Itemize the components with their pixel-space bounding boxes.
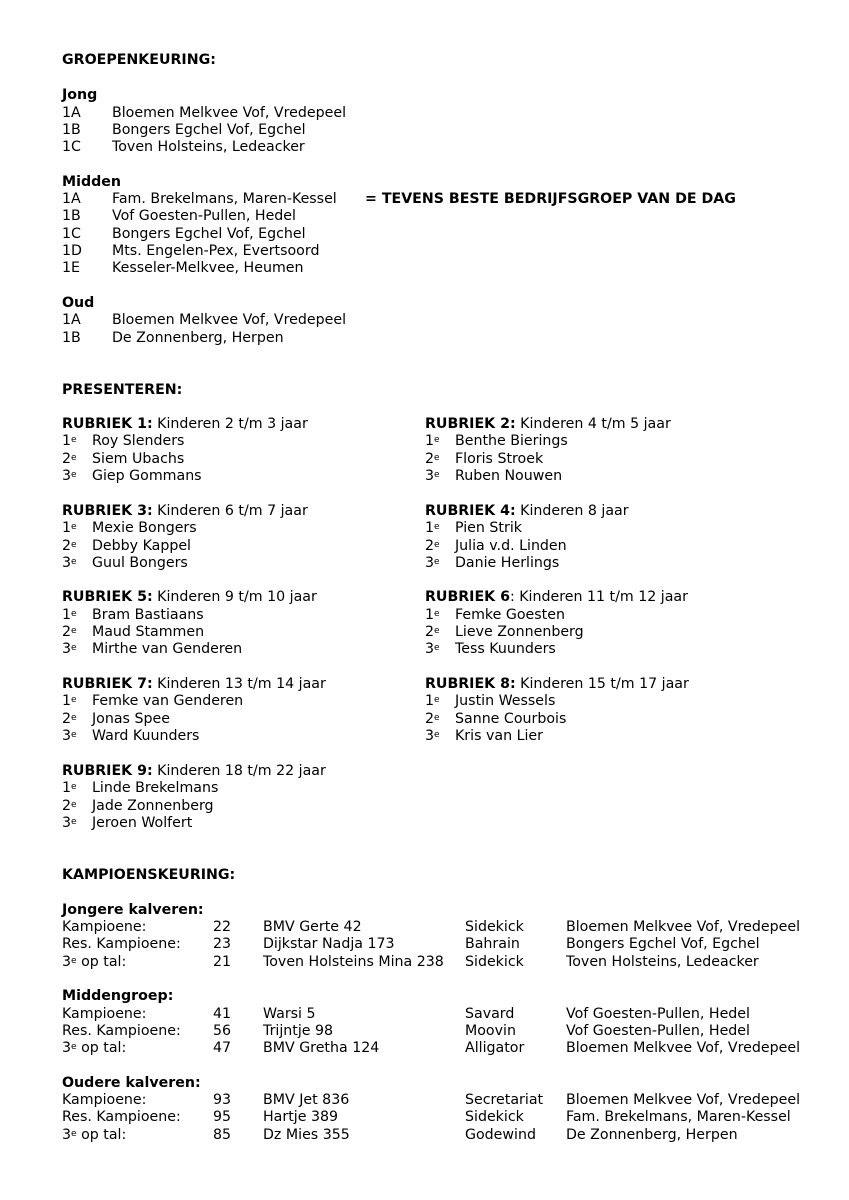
place-num: 3 (62, 728, 72, 744)
group-label-jongere-kalveren: Jongere kalveren: (62, 902, 204, 918)
place-num: 3 (62, 641, 72, 657)
place-rank (62, 538, 77, 555)
rubriek-title (425, 416, 671, 433)
place-suffix: e (71, 540, 77, 550)
place-name: Ward Kuunders (92, 728, 200, 744)
place-suffix: e (434, 713, 440, 723)
place-name: Femke Goesten (455, 607, 565, 623)
title-cell: Kampioene: (62, 1092, 147, 1108)
place-rank (425, 641, 440, 658)
place-num: 1 (425, 693, 435, 709)
catalog-number: 93 (213, 1092, 232, 1108)
place-suffix: e (434, 609, 440, 619)
title-num: 3 (62, 1127, 72, 1143)
rubriek-label: RUBRIEK 5: (62, 589, 153, 605)
place-num: 2 (62, 538, 72, 554)
place-rank (425, 693, 440, 710)
title-text: op tal: (76, 954, 127, 970)
title-cell (62, 954, 126, 971)
title-cell: Res. Kampioene: (62, 1109, 181, 1125)
heading-presenteren: PRESENTEREN: (62, 382, 183, 398)
place-rank (62, 520, 77, 537)
title-suffix: e (71, 1129, 77, 1139)
place-num: 3 (62, 815, 72, 831)
place-suffix: e (434, 470, 440, 480)
place-rank (425, 520, 440, 537)
place-rank (425, 555, 440, 572)
place-suffix: e (434, 453, 440, 463)
catalog-number: 23 (213, 936, 232, 952)
animal-name: Hartje 389 (263, 1109, 339, 1125)
sire-name: Sidekick (465, 919, 524, 935)
place-rank (62, 798, 77, 815)
entry-name: De Zonnenberg, Herpen (112, 330, 284, 346)
rubriek-label: RUBRIEK 6 (425, 589, 510, 605)
place-name: Ruben Nouwen (455, 468, 563, 484)
place-num: 2 (62, 624, 72, 640)
place-rank (62, 555, 77, 572)
place-name: Roy Slenders (92, 433, 185, 449)
rubriek-label: RUBRIEK 3: (62, 503, 153, 519)
title-text: op tal: (76, 1040, 127, 1056)
sire-name: Godewind (465, 1127, 536, 1143)
rank: 1A (62, 191, 81, 207)
place-num: 1 (62, 433, 72, 449)
entry-name: Bongers Egchel Vof, Egchel (112, 122, 306, 138)
place-suffix: e (434, 557, 440, 567)
catalog-number: 21 (213, 954, 232, 970)
place-suffix: e (71, 800, 77, 810)
place-name: Linde Brekelmans (92, 780, 219, 796)
place-num: 2 (62, 798, 72, 814)
place-rank (62, 711, 77, 728)
rubriek-label: RUBRIEK 4: (425, 503, 516, 519)
place-name: Mirthe van Genderen (92, 641, 243, 657)
place-num: 1 (62, 693, 72, 709)
place-num: 3 (425, 641, 435, 657)
title-cell: Kampioene: (62, 1006, 147, 1022)
place-suffix: e (434, 695, 440, 705)
place-rank (425, 624, 440, 641)
title-suffix: e (71, 956, 77, 966)
owner-name: De Zonnenberg, Herpen (566, 1127, 738, 1143)
place-num: 3 (425, 468, 435, 484)
place-name: Bram Bastiaans (92, 607, 204, 623)
place-name: Jeroen Wolfert (92, 815, 193, 831)
place-rank (62, 468, 77, 485)
place-rank (62, 433, 77, 450)
place-name: Lieve Zonnenberg (455, 624, 584, 640)
place-name: Mexie Bongers (92, 520, 197, 536)
owner-name: Fam. Brekelmans, Maren-Kessel (566, 1109, 791, 1125)
catalog-number: 56 (213, 1023, 232, 1039)
title-suffix: e (71, 1042, 77, 1052)
place-name: Jade Zonnenberg (92, 798, 214, 814)
place-name: Giep Gommans (92, 468, 202, 484)
place-rank (425, 711, 440, 728)
place-suffix: e (434, 643, 440, 653)
place-name: Maud Stammen (92, 624, 205, 640)
rubriek-desc: Kinderen 15 t/m 17 jaar (515, 676, 689, 692)
title-text: op tal: (76, 1127, 127, 1143)
animal-name: Dijkstar Nadja 173 (263, 936, 395, 952)
owner-name: Bloemen Melkvee Vof, Vredepeel (566, 1092, 801, 1108)
place-name: Sanne Courbois (455, 711, 567, 727)
place-num: 2 (425, 711, 435, 727)
owner-name: Bloemen Melkvee Vof, Vredepeel (566, 919, 801, 935)
place-suffix: e (71, 470, 77, 480)
group-label-midden: Midden (62, 174, 122, 190)
entry-name: Vof Goesten-Pullen, Hedel (112, 208, 296, 224)
place-suffix: e (71, 782, 77, 792)
rank: 1C (62, 139, 81, 155)
place-name: Danie Herlings (455, 555, 560, 571)
rubriek-title (62, 676, 326, 693)
rubriek-label: RUBRIEK 1: (62, 416, 153, 432)
rank: 1B (62, 208, 81, 224)
rubriek-title (62, 589, 317, 606)
rubriek-label: RUBRIEK 2: (425, 416, 516, 432)
sire-name: Secretariat (465, 1092, 544, 1108)
place-name: Jonas Spee (92, 711, 170, 727)
group-label-oudere-kalveren: Oudere kalveren: (62, 1075, 201, 1091)
place-rank (425, 538, 440, 555)
rank: 1A (62, 312, 81, 328)
place-suffix: e (71, 453, 77, 463)
rubriek-desc: Kinderen 6 t/m 7 jaar (152, 503, 308, 519)
animal-name: BMV Gretha 124 (263, 1040, 380, 1056)
rank: 1A (62, 105, 81, 121)
place-suffix: e (71, 643, 77, 653)
owner-name: Bloemen Melkvee Vof, Vredepeel (566, 1040, 801, 1056)
place-suffix: e (71, 522, 77, 532)
place-name: Siem Ubachs (92, 451, 185, 467)
catalog-number: 47 (213, 1040, 232, 1056)
place-num: 1 (425, 607, 435, 623)
owner-name: Vof Goesten-Pullen, Hedel (566, 1023, 750, 1039)
place-num: 2 (425, 538, 435, 554)
group-label-oud: Oud (62, 295, 95, 311)
rank: 1E (62, 260, 80, 276)
place-rank (62, 780, 77, 797)
animal-name: BMV Jet 836 (263, 1092, 350, 1108)
rubriek-title (425, 676, 689, 693)
title-cell: Res. Kampioene: (62, 1023, 181, 1039)
rubriek-desc: Kinderen 4 t/m 5 jaar (515, 416, 671, 432)
place-num: 3 (425, 728, 435, 744)
owner-name: Bongers Egchel Vof, Egchel (566, 936, 760, 952)
place-rank (425, 433, 440, 450)
title-cell (62, 1127, 126, 1144)
place-rank (62, 607, 77, 624)
rubriek-title (62, 503, 308, 520)
group-label-middengroep: Middengroep: (62, 988, 174, 1004)
place-suffix: e (71, 730, 77, 740)
place-num: 2 (62, 711, 72, 727)
place-num: 1 (425, 433, 435, 449)
place-num: 1 (62, 780, 72, 796)
place-name: Kris van Lier (455, 728, 543, 744)
place-suffix: e (434, 730, 440, 740)
entry-name: Toven Holsteins, Ledeacker (112, 139, 305, 155)
place-rank (62, 693, 77, 710)
place-num: 2 (425, 451, 435, 467)
place-rank (62, 624, 77, 641)
place-rank (62, 641, 77, 658)
place-rank (62, 815, 77, 832)
entry-name: Bongers Egchel Vof, Egchel (112, 226, 306, 242)
rubriek-label: RUBRIEK 8: (425, 676, 516, 692)
place-suffix: e (71, 609, 77, 619)
catalog-number: 41 (213, 1006, 232, 1022)
animal-name: Warsi 5 (263, 1006, 316, 1022)
place-num: 2 (62, 451, 72, 467)
title-num: 3 (62, 954, 72, 970)
rubriek-desc: Kinderen 13 t/m 14 jaar (152, 676, 326, 692)
place-suffix: e (71, 435, 77, 445)
owner-name: Vof Goesten-Pullen, Hedel (566, 1006, 750, 1022)
place-suffix: e (434, 540, 440, 550)
rubriek-desc: Kinderen 8 jaar (515, 503, 629, 519)
place-name: Julia v.d. Linden (455, 538, 567, 554)
place-rank (425, 451, 440, 468)
place-name: Benthe Bierings (455, 433, 568, 449)
place-rank (425, 728, 440, 745)
place-rank (425, 468, 440, 485)
animal-name: Dz Mies 355 (263, 1127, 350, 1143)
rubriek-title (425, 503, 629, 520)
group-label-jong: Jong (62, 87, 98, 103)
catalog-number: 95 (213, 1109, 232, 1125)
rank: 1C (62, 226, 81, 242)
place-rank (425, 607, 440, 624)
place-suffix: e (71, 626, 77, 636)
sire-name: Sidekick (465, 1109, 524, 1125)
rubriek-title (62, 763, 326, 780)
title-cell: Kampioene: (62, 919, 147, 935)
rubriek-desc: Kinderen 18 t/m 22 jaar (152, 763, 326, 779)
entry-name: Fam. Brekelmans, Maren-Kessel (112, 191, 337, 207)
catalog-number: 22 (213, 919, 232, 935)
entry-name: Bloemen Melkvee Vof, Vredepeel (112, 105, 347, 121)
rubriek-desc: Kinderen 9 t/m 10 jaar (152, 589, 317, 605)
place-name: Tess Kuunders (455, 641, 556, 657)
catalog-number: 85 (213, 1127, 232, 1143)
rubriek-title (425, 589, 688, 606)
heading-kampioenskeuring: KAMPIOENSKEURING: (62, 867, 236, 883)
best-group-note: = TEVENS BESTE BEDRIJFSGROEP VAN DE DAG (365, 191, 736, 207)
place-suffix: e (71, 817, 77, 827)
place-name: Guul Bongers (92, 555, 188, 571)
heading-groepenkeuring: GROEPENKEURING: (62, 52, 216, 68)
entry-name: Bloemen Melkvee Vof, Vredepeel (112, 312, 347, 328)
place-name: Pien Strik (455, 520, 522, 536)
place-suffix: e (434, 522, 440, 532)
rank: 1B (62, 122, 81, 138)
animal-name: Trijntje 98 (263, 1023, 334, 1039)
place-num: 3 (62, 468, 72, 484)
place-rank (62, 451, 77, 468)
place-name: Femke van Genderen (92, 693, 244, 709)
rank: 1B (62, 330, 81, 346)
place-num: 1 (62, 520, 72, 536)
title-cell: Res. Kampioene: (62, 936, 181, 952)
rubriek-title (62, 416, 308, 433)
place-suffix: e (434, 626, 440, 636)
place-suffix: e (434, 435, 440, 445)
place-suffix: e (71, 713, 77, 723)
rubriek-label: RUBRIEK 7: (62, 676, 153, 692)
sire-name: Savard (465, 1006, 515, 1022)
place-suffix: e (71, 695, 77, 705)
place-suffix: e (71, 557, 77, 567)
place-name: Floris Stroek (455, 451, 544, 467)
rubriek-label: RUBRIEK 9: (62, 763, 153, 779)
place-num: 1 (62, 607, 72, 623)
place-num: 1 (425, 520, 435, 536)
place-num: 2 (425, 624, 435, 640)
sire-name: Moovin (465, 1023, 516, 1039)
animal-name: BMV Gerte 42 (263, 919, 362, 935)
animal-name: Toven Holsteins Mina 238 (263, 954, 444, 970)
entry-name: Mts. Engelen-Pex, Evertsoord (112, 243, 320, 259)
place-num: 3 (62, 555, 72, 571)
place-name: Justin Wessels (455, 693, 556, 709)
place-rank (62, 728, 77, 745)
sire-name: Alligator (465, 1040, 525, 1056)
title-cell (62, 1040, 126, 1057)
title-num: 3 (62, 1040, 72, 1056)
entry-name: Kesseler-Melkvee, Heumen (112, 260, 304, 276)
sire-name: Sidekick (465, 954, 524, 970)
rank: 1D (62, 243, 82, 259)
owner-name: Toven Holsteins, Ledeacker (566, 954, 759, 970)
rubriek-desc: : Kinderen 11 t/m 12 jaar (509, 589, 688, 605)
place-num: 3 (425, 555, 435, 571)
place-name: Debby Kappel (92, 538, 192, 554)
rubriek-desc: Kinderen 2 t/m 3 jaar (152, 416, 308, 432)
sire-name: Bahrain (465, 936, 520, 952)
